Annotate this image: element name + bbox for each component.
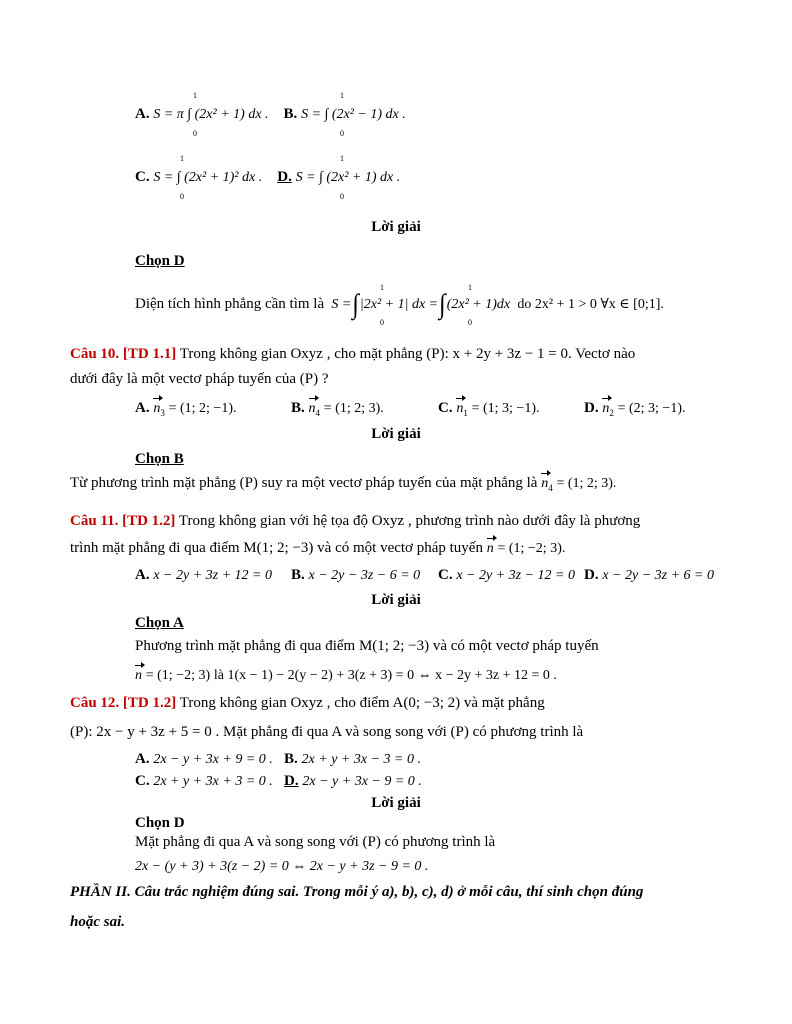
q12-option-a-label: A. [135, 751, 150, 767]
q11-option-d [584, 565, 714, 586]
q11-stem-text-2: trình mặt phẳng đi qua điểm M(1; 2; −3) và có một vectơ pháp tuyến [70, 540, 483, 556]
q10-option-b: B. $n_4 = (1$; 2; 3). [291, 400, 384, 418]
q9-expl-lower-2: 0 [468, 318, 472, 327]
q11-stem-text-1: Trong không gian với hệ tọa độ Oxyz , phương trình nào dưới đây là phương [178, 513, 641, 529]
q12-explanation-line-2: 2x − (y + 3) + 3(z − 2) = 0 ⇔ 2x − y + 3z − 9 = 0 . [135, 859, 429, 874]
q10-explanation: Từ phương trình mặt phẳng (P) suy ra một vectơ pháp tuyến của mặt phẳng là $n_4 = (1$; 2; 3). [70, 475, 617, 493]
q11-stem-vec: = (1; −2; 3). [497, 541, 566, 556]
q12-stem-line-2: (P): 2x − y + 3z + 5 = 0 . Mặt phẳng đi qua A và song song với (P) có phương trình là [70, 724, 584, 740]
q9-d-lower-limit: 0 [340, 192, 344, 201]
q9-c-upper-limit: 1 [180, 154, 184, 163]
q11-explanation-vec: = (1; −2; 3) [145, 668, 211, 683]
q9-option-c-label: C. [135, 169, 150, 185]
q11-option-c-label: C. [438, 567, 453, 583]
q10-choice: Chọn B [135, 451, 184, 467]
q11-option-d-label: D. [584, 567, 599, 583]
q11-option-b-label: B. [291, 567, 305, 583]
q9-b-lower-limit: 0 [340, 129, 344, 138]
q10-option-a-text: = (1; 2; −1). [168, 401, 237, 416]
q11-label: Câu 11. [TD 1.2] [70, 513, 176, 529]
q9-option-a-text: S = π ∫ (2x² + 1) dx . [153, 107, 269, 122]
q9-explanation: Diện tích hình phẳng cần tìm là S =∫|2x² + 1| dx =∫(2x² + 1)dx do 2x² + 1 > 0 ∀x ∈ [0;1]. [135, 289, 664, 320]
q10-stem-text-1: Trong không gian Oxyz , cho mặt phẳng (P): x + 2y + 3z − 1 = 0. Vectơ nào [179, 346, 636, 362]
q9-expl-upper-2: 1 [468, 283, 472, 292]
q9-expl-upper-1: 1 [380, 283, 384, 292]
q11-stem-line-2: trình mặt phẳng đi qua điểm M(1; 2; −3) và có một vectơ pháp tuyến n = (1; −2; 3). [70, 538, 565, 559]
q10-explanation-vec: = (1; 2; 3). [556, 476, 617, 491]
q11-option-a-label: A. [135, 567, 150, 583]
q11-stem-line-1 [70, 511, 640, 531]
q10-option-c: C. $n_1 = (1$; 3; −1). [438, 400, 540, 418]
q12-label: Câu 12. [TD 1.2] [70, 695, 177, 711]
q9-explanation-lead: Diện tích hình phẳng cần tìm là [135, 296, 325, 312]
q10-option-b-label: B. [291, 400, 305, 416]
q9-solution-heading: Lời giải [371, 219, 421, 235]
q10-stem-line-2: dưới đây là một vectơ pháp tuyến của (P) ? [70, 371, 329, 387]
q9-d-upper-limit: 1 [340, 154, 344, 163]
q11-option-a-text: x − 2y + 3z + 12 = 0 [153, 568, 273, 583]
q10-option-b-text: = (1; 2; 3). [323, 401, 384, 416]
q12-option-d-label: D. [284, 773, 299, 789]
q10-option-d: D. $n_2 = (2$; 3; −1). [584, 400, 686, 418]
q9-explanation-tail: do 2x² + 1 > 0 ∀x ∈ [0;1]. [517, 297, 664, 312]
q9-a-upper-limit: 1 [193, 91, 197, 100]
q12-explanation-line-1: Mặt phẳng đi qua A và song song với (P) có phương trình là [135, 834, 496, 850]
q11-option-c [438, 565, 575, 586]
q10-option-c-text: = (1; 3; −1). [471, 401, 540, 416]
q9-c-lower-limit: 0 [180, 192, 184, 201]
q9-option-a-label: A. [135, 106, 150, 122]
q10-option-d-label: D. [584, 400, 599, 416]
q11-explanation-eq: là 1(x − 1) − 2(y − 2) + 3(z + 3) = 0 ⇔ x − 2y + 3z + 12 = 0 . [213, 668, 557, 683]
q10-label: Câu 10. [TD 1.1] [70, 346, 177, 362]
q11-option-d-text: x − 2y − 3z + 6 = 0 [602, 568, 715, 583]
q9-option-d-label: D. [277, 169, 292, 185]
q10-explanation-text: Từ phương trình mặt phẳng (P) suy ra một vectơ pháp tuyến của mặt phẳng là [70, 475, 538, 491]
q10-option-d-text: = (2; 3; −1). [617, 401, 686, 416]
q11-option-b [291, 565, 420, 586]
q9-options-row-1 [135, 104, 406, 125]
q12-stem-text-1: Trong không gian Oxyz , cho điểm A(0; −3; 2) và mặt phẳng [179, 695, 545, 711]
q12-stem-line-1 [70, 693, 545, 713]
q11-solution-heading: Lời giải [371, 592, 421, 608]
q12-solution-heading: Lời giải [371, 795, 421, 811]
q11-explanation-line-1: Phương trình mặt phẳng đi qua điểm M(1; 2; −3) và có một vectơ pháp tuyến [135, 638, 599, 654]
q11-choice: Chọn A [135, 615, 184, 631]
part2-heading-line-2: hoặc sai. [70, 914, 126, 930]
q12-choice: Chọn D [135, 815, 185, 831]
q10-option-a: A. $n_3 = (1$; 2; −1). [135, 400, 237, 418]
q9-option-d-text: S = ∫ (2x² + 1) dx . [295, 170, 401, 185]
q12-option-a-text: 2x − y + 3x + 9 = 0 . [153, 752, 273, 767]
q11-option-b-text: x − 2y − 3z − 6 = 0 [308, 568, 421, 583]
q10-stem-line-1 [70, 344, 635, 364]
q9-choice: Chọn D [135, 253, 185, 269]
q11-option-a [135, 565, 272, 586]
q9-b-upper-limit: 1 [340, 91, 344, 100]
q11-explanation-line-2: n = (1; −2; 3) là 1(x − 1) − 2(y − 2) + 3(z + 3) = 0 ⇔ x − 2y + 3z + 12 = 0 . [135, 665, 557, 686]
q9-option-b-text: S = ∫ (2x² − 1) dx . [301, 107, 406, 122]
part2-heading-line-1: PHẦN II. Câu trắc nghiệm đúng sai. Trong mỗi ý a), b), c), d) ở mỗi câu, thí sinh chọn đúng [70, 884, 644, 900]
q12-option-c-label: C. [135, 773, 150, 789]
q12-option-b-label: B. [284, 751, 298, 767]
q12-options-row-1 [135, 749, 421, 770]
q12-options-row-2 [135, 771, 422, 792]
q9-expl-lower-1: 0 [380, 318, 384, 327]
q11-option-c-text: x − 2y + 3z − 12 = 0 [456, 568, 576, 583]
q9-a-lower-limit: 0 [193, 129, 197, 138]
q9-option-b-label: B. [283, 106, 298, 122]
q12-option-c-text: 2x + y + 3x + 3 = 0 . [153, 774, 273, 789]
q12-option-b-text: 2x + y + 3x − 3 = 0 . [301, 752, 421, 767]
q12-option-d-text: 2x − y + 3x − 9 = 0 . [302, 774, 422, 789]
q10-option-c-label: C. [438, 400, 453, 416]
q9-options-row-2 [135, 167, 400, 188]
q10-solution-heading: Lời giải [371, 426, 421, 442]
q10-option-a-label: A. [135, 400, 150, 416]
q9-option-c-text: S = ∫ (2x² + 1)² dx . [153, 170, 263, 185]
